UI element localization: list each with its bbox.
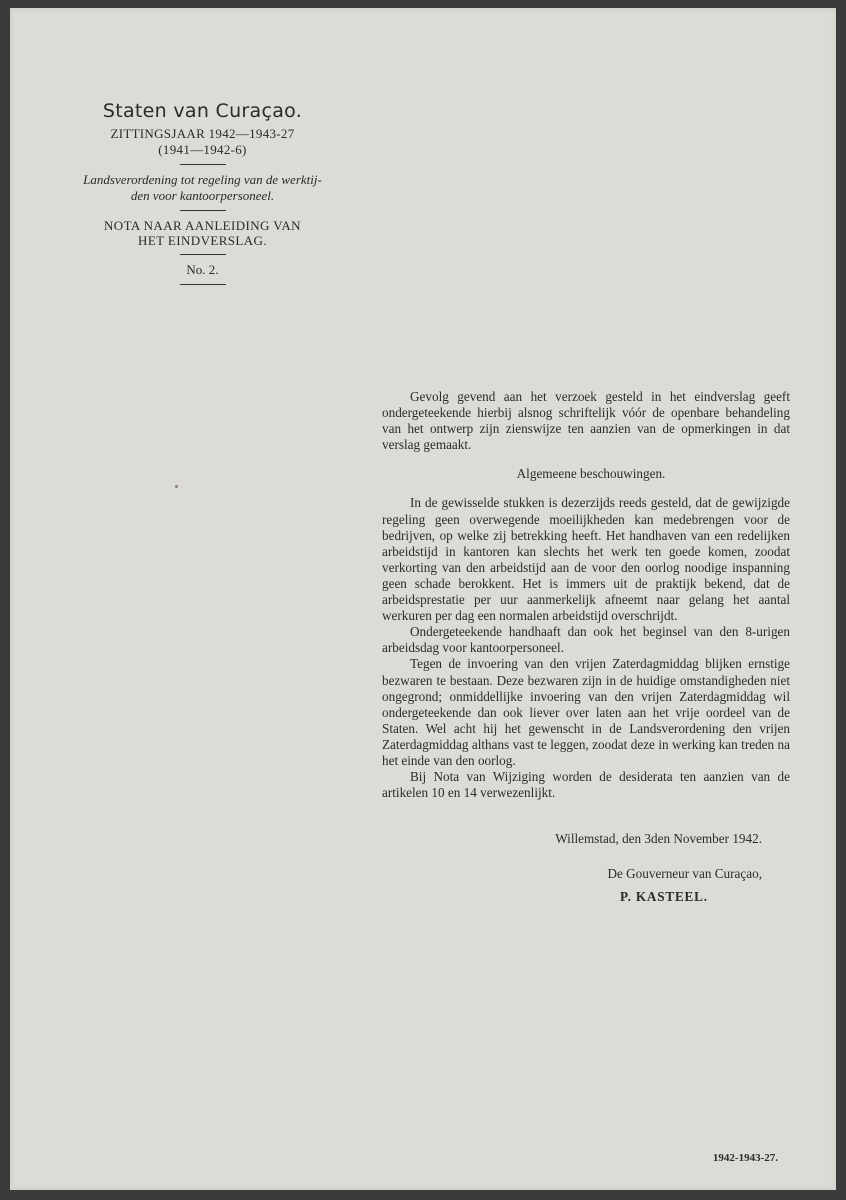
header-divider bbox=[180, 210, 226, 211]
body-paragraph-1: In de gewisselde stukken is dezerzijds reeds gesteld, dat de gewijzigde regeling geen overwegende moeilijkheden kan medebrengen voor de bedrijven, op welke zij betrekking heeft. Het handhaven van een redelijken arbeidstijd in kantoren kan slechts het werk ten goede komen, zoodat verkorting van den arbeidstijd aan de voor den oorlog noodige inspanning geen schade berokkent. Het is immers uit de praktijk bekend, dat de arbeidsprestatie per uur aanmerkelijk afneemt naar gelang het aantal werkuren per dag een normalen arbeidstijd overschrijdt. bbox=[382, 495, 790, 624]
body-paragraph-2: Ondergeteekende handhaaft dan ook het beginsel van den 8-urigen arbeidsdag voor kantoorpersoneel. bbox=[382, 624, 790, 656]
signature-role: De Gouverneur van Curaçao, bbox=[607, 866, 762, 881]
subject-line-1: Landsverordening tot regeling van de werktij- bbox=[83, 172, 322, 187]
body-paragraph-4: Bij Nota van Wijziging worden de desiderata ten aanzien van de artikelen 10 en 14 verwezenlijkt. bbox=[382, 769, 790, 801]
subject-line-2: den voor kantoorpersoneel. bbox=[130, 188, 275, 203]
document-header bbox=[50, 100, 355, 292]
document-page bbox=[10, 8, 836, 1190]
header-divider bbox=[180, 284, 226, 285]
session-year-sub: (1941—1942-6) bbox=[158, 142, 247, 157]
document-number: No. 2. bbox=[186, 262, 219, 277]
nota-heading-line-1: NOTA NAAR AANLEIDING VAN bbox=[104, 218, 301, 233]
signature-place-date: Willemstad, den 3den November 1942. bbox=[555, 831, 762, 846]
document-body bbox=[382, 389, 790, 801]
document-title: Staten van Curaçao. bbox=[102, 100, 303, 122]
header-divider bbox=[180, 164, 226, 165]
nota-heading-line-2: HET EINDVERSLAG. bbox=[138, 233, 267, 248]
section-heading: Algemeene beschouwingen. bbox=[516, 466, 666, 482]
body-paragraph-3: Tegen de invoering van den vrijen Zaterdagmiddag blijken ernstige bezwaren te bestaan. Deze bezwaren zijn in de huidige omstandigheden niet ongegrond; onmiddellijke invoering van den vrijen Zaterdagmiddag wil ondergeteekende dan ook liever over laten aan het vrije oordeel van de Staten. Wel acht hij het gewenscht in de Landsverordening den vrijen Zaterdagmiddag althans vast te leggen, zoodat deze in werking kan treden na het einde van den oorlog. bbox=[382, 656, 790, 768]
paper-speck bbox=[175, 485, 178, 488]
intro-paragraph: Gevolg gevend aan het verzoek gesteld in het eindverslag geeft ondergeteekende hierbij alsnog schriftelijk vóór de openbare behandeling van het ontwerp zijn zienswijze ten aanzien van de opmerkingen in dat verslag gemaakt. bbox=[382, 389, 790, 453]
footer-reference: 1942-1943-27. bbox=[712, 1152, 778, 1164]
header-divider bbox=[180, 254, 226, 255]
signature-name: P. KASTEEL. bbox=[620, 889, 708, 904]
session-year: ZITTINGSJAAR 1942—1943-27 bbox=[110, 126, 295, 141]
